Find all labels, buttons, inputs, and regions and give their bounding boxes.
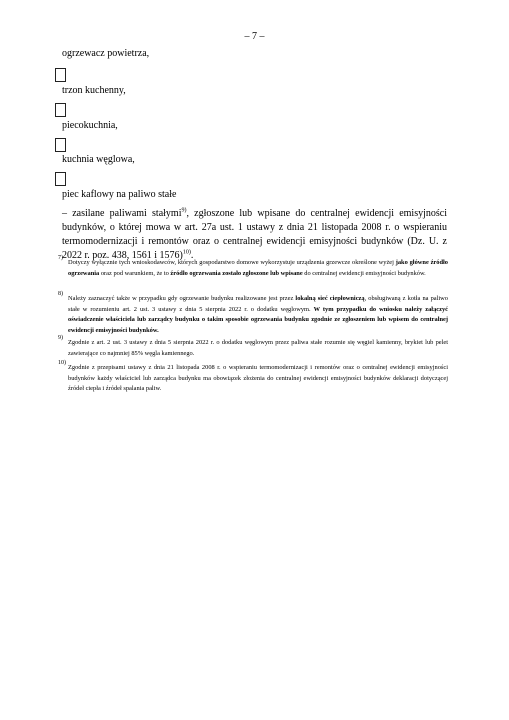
solid-fuel-paragraph [62,207,447,263]
checkbox-stove-cooker[interactable] [55,103,66,117]
footnote-8-bold-2: W tym przypadku do wniosku należy załączyć oświadczenie właściciela lub zarządcy budynku o takim sposobie ogrzewania budynku zgodnie ze zgłoszeniem lub wpisem do centralnej ewidencji emisyjności budynków. [68,305,448,334]
option-label-air-heater: ogrzewacz powietrza, [62,48,150,59]
footnote-9-text: Zgodnie z art. 2 ust. 3 ustawy z dnia 5 sierpnia 2022 r. o dodatku węglowym przez paliwa stałe rozumie się węgiel kamienny, brykiet lub pelet zawierające co najmniej 85% węgla kamiennego. [68,339,448,357]
footnote-ref-10: 10) [182,249,191,256]
footnote-8-text-2: , obsługiwaną z kotła na paliwo stałe w rozumieniu art. 2 ust. 3 ustawy z dnia 5 sierpnia 2022 r. o dodatku węglowym. [68,295,448,313]
footnote-7: 7) Dotyczy wyłącznie tych wnioskodawców, których gospodarstwo domowe wykorzystuje urządzenia grzewcze określone wyżej jako główne źródło ogrzewania oraz pod warunkiem, że to źródło ogrzewania zostało zgłoszone lub wpisane do centralnej ewidencji emisyjności budynków. [58,255,448,277]
footnote-7-text-2: oraz pod warunkiem, że to [99,269,171,277]
option-label-coal-cooker: kuchnia węglowa, [62,154,135,165]
page-number: – 7 – [244,31,265,42]
footnote-7-text-3: do centralnej ewidencji emisyjności budynków. [302,269,426,277]
option-label-stove-cooker: piecokuchnia, [62,120,118,131]
footnote-7-bold-2: źródło ogrzewania zostało zgłoszone lub wpisane [170,269,303,277]
footnote-9: 9) Zgodnie z art. 2 ust. 3 ustawy z dnia 5 sierpnia 2022 r. o dodatku węglowym przez paliwa stałe rozumie się węgiel kamienny, brykiet lub pelet zawierające co najmniej 85% węgla kamiennego. [58,338,448,359]
footnote-8-bold-1: lokalną sieć ciepłowniczą [295,295,365,302]
footnote-7-text-1: Dotyczy wyłącznie tych wnioskodawców, których gospodarstwo domowe wykorzystuje urządzenia grzewcze określone wyżej [68,259,396,266]
footnote-ref-9: 9) [181,207,187,214]
checkbox-kitchen-hearth[interactable] [55,68,66,82]
footnote-10-text: Zgodnie z przepisami ustawy z dnia 21 listopada 2008 r. o wspieraniu termomodernizacji i remontów oraz o centralnej ewidencji emisyjności budynków każdy właściciel lub zarządca budynku ma obowiązek złożenia do centralnej ewidencji emisyjności budynków deklaracji dotyczącej źródeł ciepła i źródeł spalania paliw. [68,364,448,392]
checkbox-tiled-stove[interactable] [55,172,66,186]
footnote-8-text-1: Należy zaznaczyć także w przypadku gdy ogrzewanie budynku realizowane jest przez [68,295,296,302]
option-label-tiled-stove: piec kaflowy na paliwo stałe [62,189,177,200]
paragraph-text-3: . [190,250,194,261]
option-label-kitchen-hearth: trzon kuchenny, [62,85,126,96]
checkbox-coal-cooker[interactable] [55,138,66,152]
paragraph-text-1: – zasilane paliwami stałymi [62,208,182,219]
footnote-10: 10) Zgodnie z przepisami ustawy z dnia 21 listopada 2008 r. o wspieraniu termomodernizacji i remontów oraz o centralnej ewidencji emisyjności budynków każdy właściciel lub zarządca budynku ma obowiązek złożenia do centralnej ewidencji emisyjności budynków deklaracji dotyczącej źródeł ciepła i źródeł spalania paliw. [58,363,448,395]
footnote-8: 8) Należy zaznaczyć także w przypadku gdy ogrzewanie budynku realizowane jest przez lokalną sieć ciepłowniczą, obsługiwaną z kotła na paliwo stałe w rozumieniu art. 2 ust. 3 ustawy z dnia 5 sierpnia 2022 r. o dodatku węglowym. W tym przypadku do wniosku należy załączyć oświadczenie właściciela lub zarządcy budynku o takim sposobie ogrzewania budynku zgodnie ze zgłoszeniem lub wpisem do centralnej ewidencji emisyjności budynków. [58,291,448,334]
footnote-7-bold-1: jako główne źródło ogrzewania [68,259,448,277]
paragraph-text-2: , zgłoszone lub wpisane do centralnej ewidencji emisyjności budynków, o której mowa w art. 27a ust. 1 ustawy z dnia 21 listopada 2008 r. o wspieraniu termomodernizacji i remontów oraz o centralnej ewidencji emisyjności budynków (Dz. U. z 2022 r. poz. 438, 1561 i 1576) [62,208,447,261]
